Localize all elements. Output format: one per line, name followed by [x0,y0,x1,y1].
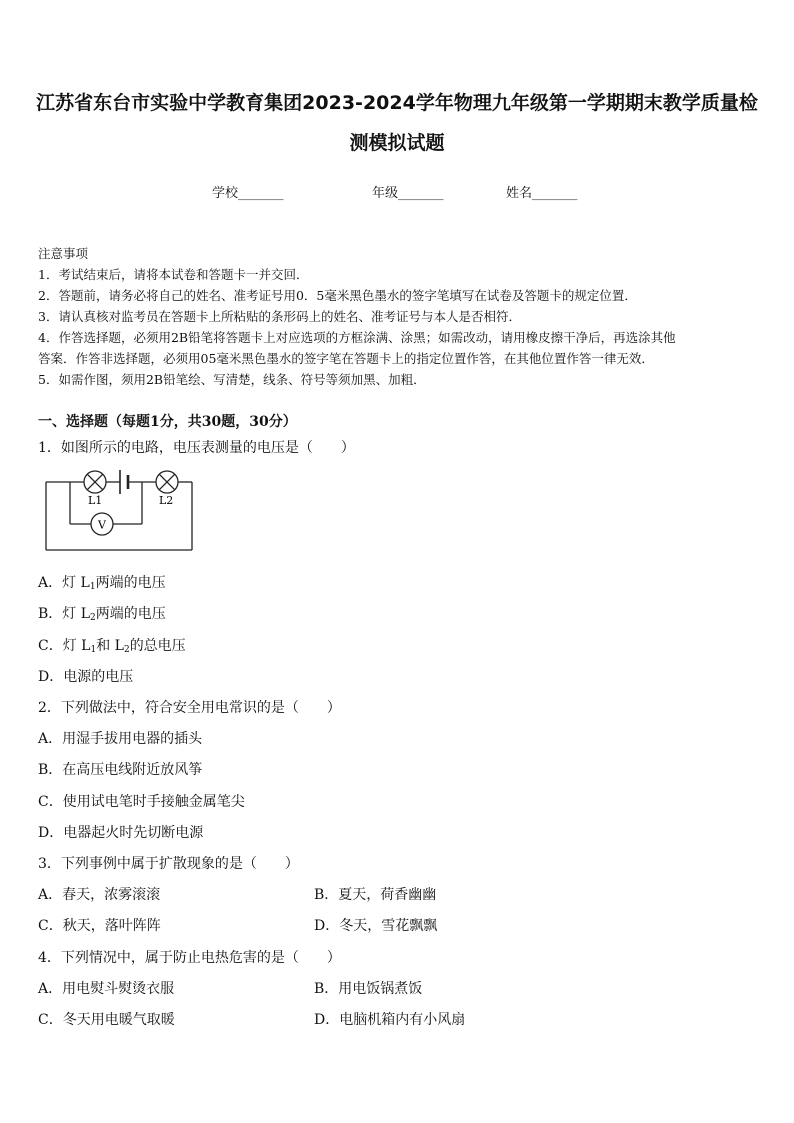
question-1-option-b: B．灯 $L_2$两端的电压 [38,606,166,623]
school-field: 学校_______ [212,186,284,201]
question-2-stem: 2．下列做法中，符合安全用电常识的是（ ） [38,700,341,716]
question-4-option-b: B．用电饭锅煮饭 [314,981,423,997]
exam-title-line1: 江苏省东台市实验中学教育集团2023-2024学年物理九年级第一学期期末教学质量检 [36,92,758,114]
question-3-option-b: B．夏天，荷香幽幽 [314,887,437,903]
lamp-1-label: L1 [88,494,103,507]
question-4-stem: 4．下列情况中，属于防止电热危害的是（ ） [38,950,341,966]
question-3-stem: 3．下列事例中属于扩散现象的是（ ） [38,856,299,872]
question-2-option-a: A．用湿手拔用电器的插头 [38,731,203,747]
circuit-diagram [40,462,200,554]
question-3-option-a: A．春天，浓雾滚滚 [38,887,161,903]
grade-field: 年级_______ [372,186,444,201]
question-1-option-c: C．灯 $L_1$和 $L_2$的总电压 [38,638,186,655]
lamp-2-label: L2 [159,494,174,507]
question-3-option-d: D．冬天，雪花飘飘 [314,918,438,934]
name-field: 姓名_______ [506,186,578,201]
notice-item: 4．作答选择题，必须用2B铅笔将答题卡上对应选项的方框涂满、涂黑；如需改动，请用橡皮擦干净后，再选涂其他 [38,330,676,345]
exam-title-line2: 测模拟试题 [349,132,445,154]
notice-item: 答案．作答非选择题，必须用05毫米黑色墨水的签字笔在答题卡上的指定位置作答，在其他位置作答一律无效． [38,351,654,366]
question-1-option-d: D．电源的电压 [38,669,134,685]
question-3-option-c: C．秋天，落叶阵阵 [38,918,161,934]
notice-item: 5．如需作图，须用2B铅笔绘、写清楚，线条、符号等须加黑、加粗． [38,372,426,387]
notice-heading: 注意事项 [38,246,89,261]
notice-item: 1．考试结束后，请将本试卷和答题卡一并交回． [38,267,309,282]
notice-item: 3．请认真核对监考员在答题卡上所粘贴的条形码上的姓名、准考证号与本人是否相符． [38,309,521,324]
question-2-option-d: D．电器起火时先切断电源 [38,825,204,841]
question-1-stem: 1．如图所示的电路，电压表测量的电压是（ ） [38,440,355,456]
question-2-option-b: B．在高压电线附近放风筝 [38,762,203,778]
question-4-option-a: A．用电熨斗熨烫衣服 [38,981,175,997]
question-1-option-a: A．灯 $L_1$两端的电压 [38,575,166,592]
voltmeter-label: V [98,518,106,532]
section-title: 一、选择题（每题1分，共30题，30分） [38,414,297,430]
question-4-option-c: C．冬天用电暖气取暖 [38,1012,175,1028]
question-2-option-c: C．使用试电笔时手接触金属笔尖 [38,794,245,810]
notice-item: 2．答题前，请务必将自己的姓名、准考证号用0．5毫米黑色墨水的签字笔填写在试卷及答题卡的规定位置． [38,288,637,303]
question-4-option-d: D．电脑机箱内有小风扇 [314,1012,466,1028]
